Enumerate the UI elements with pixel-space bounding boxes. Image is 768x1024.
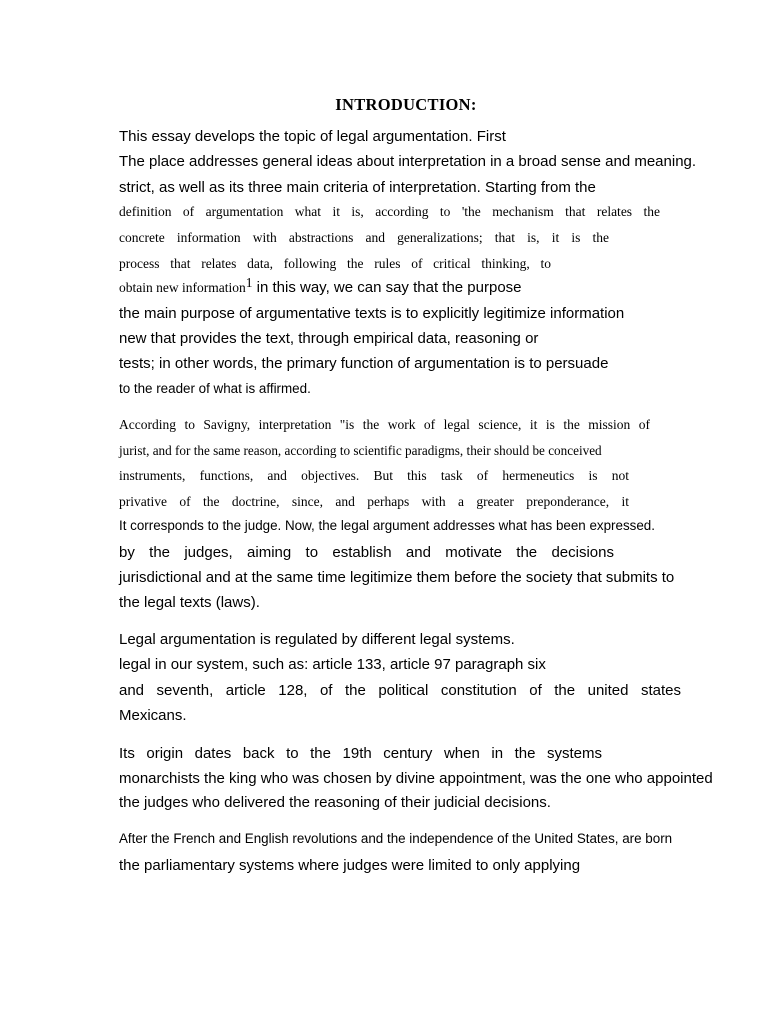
text-line: definition of argumentation what it is, according to 'the mechanism that relates the: [119, 204, 660, 219]
text-line: strict, as well as its three main criteria of interpretation. Starting from the: [119, 179, 596, 196]
text-line: monarchists the king who was chosen by divine appointment, was the one who appointed: [119, 770, 713, 787]
text-line: [119, 275, 522, 297]
text-fragment: obtain new information: [119, 280, 246, 295]
text-line: After the French and English revolutions and the independence of the United States, are born: [119, 831, 673, 846]
text-line: process that relates data, following the rules of critical thinking, to: [119, 256, 551, 271]
text-line: The place addresses general ideas about interpretation in a broad sense and meaning.: [119, 153, 697, 170]
text-line: the main purpose of argumentative texts is to explicitly legitimize information: [119, 305, 625, 322]
text-line: the parliamentary systems where judges were limited to only applying: [119, 857, 581, 874]
document-title: INTRODUCTION:: [335, 95, 477, 114]
text-line: Its origin dates back to the 19th century when in the systems: [119, 745, 602, 762]
text-line: It corresponds to the judge. Now, the legal argument addresses what has been expressed.: [119, 518, 655, 533]
text-line: instruments, functions, and objectives. But this task of hermeneutics is not: [119, 468, 629, 483]
text-line: the judges who delivered the reasoning of their judicial decisions.: [119, 794, 551, 811]
text-line: Legal argumentation is regulated by different legal systems.: [119, 631, 515, 648]
text-line: privative of the doctrine, since, and perhaps with a greater preponderance, it: [119, 494, 629, 509]
text-fragment: in this way, we can say that the purpose: [252, 279, 522, 296]
text-line: jurisdictional and at the same time legitimize them before the society that submits to: [119, 569, 675, 586]
text-line: the legal texts (laws).: [119, 594, 260, 611]
text-line: by the judges, aiming to establish and motivate the decisions: [119, 544, 614, 561]
text-line: Mexicans.: [119, 707, 187, 724]
text-line: and seventh, article 128, of the political constitution of the united states: [119, 682, 681, 699]
footnote-marker: 1: [245, 275, 253, 290]
text-line: tests; in other words, the primary function of argumentation is to persuade: [119, 355, 609, 372]
text-line: legal in our system, such as: article 133, article 97 paragraph six: [119, 656, 546, 673]
text-line: concrete information with abstractions and generalizations; that is, it is the: [119, 230, 609, 245]
text-line: According to Savigny, interpretation "is the work of legal science, it is the mission of: [119, 417, 650, 432]
text-line: This essay develops the topic of legal argumentation. First: [119, 128, 506, 145]
text-line: new that provides the text, through empirical data, reasoning or: [119, 330, 539, 347]
text-line: jurist, and for the same reason, according to scientific paradigms, their should be conceived: [119, 443, 602, 458]
text-line: to the reader of what is affirmed.: [119, 381, 311, 396]
